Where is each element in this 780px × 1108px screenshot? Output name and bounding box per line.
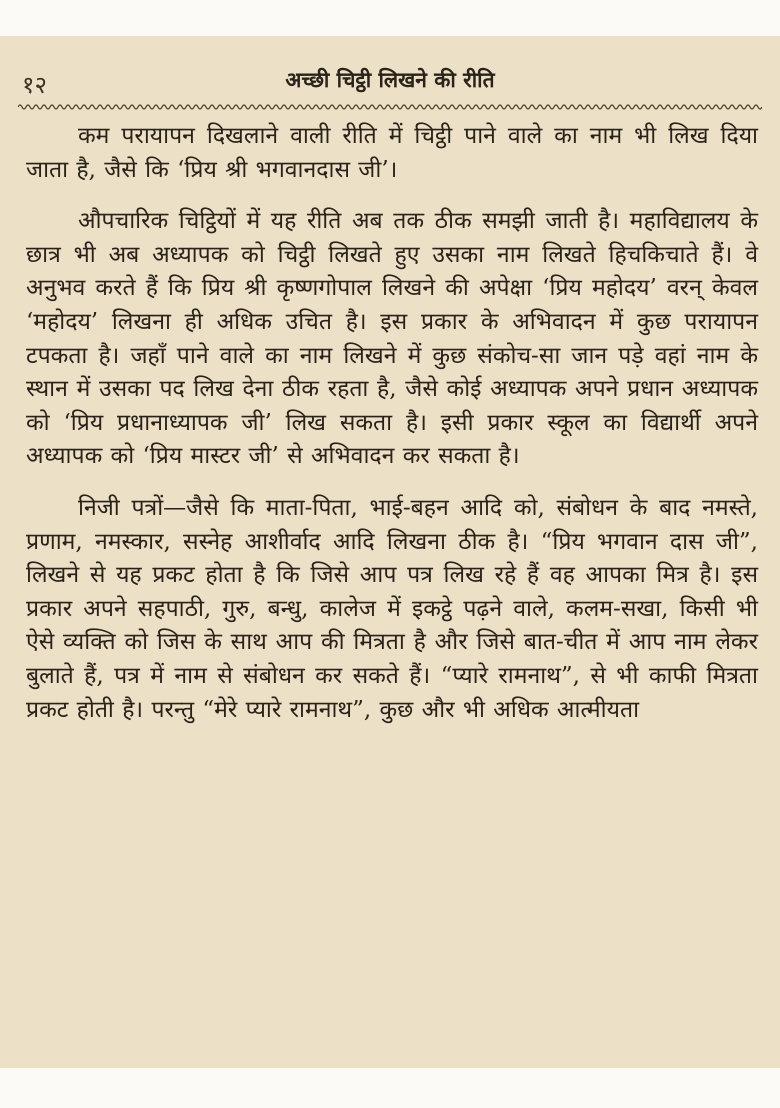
body-text [26,120,758,745]
running-title: अच्छी चिट्ठी लिखने की रीति [285,67,495,92]
book-page [0,36,780,1068]
page-header [20,66,760,106]
paragraph-2: औपचारिक चिट्ठियों में यह रीति अब तक ठीक समझी जाती है। महाविद्यालय के छात्र भी अब अध्यापक को चिट्ठी लिखते हुए उसका नाम लिखते हिचकिचाते हैं। वे अनुभव करते हैं कि प्रिय श्री कृष्णगोपाल लिखने की अपेक्षा ‘प्रिय महोदय’ वरन् केवल ‘महोदय’ लिखना ही अधिक उचित है। इस प्रकार के अभिवादन में कुछ परायापन टपकता है। जहाँ पाने वाले का नाम लिखने में कुछ संकोच-सा जान पड़े वहां नाम के स्थान में उसका पद लिख देना ठीक रहता है, जैसे कोई अध्यापक अपने प्रधान अध्यापक को ‘प्रिय प्रधानाध्यापक जी’ लिख सकता है। इसी प्रकार स्कूल का विद्यार्थी अपने अध्यापक को ‘प्रिय मास्टर जी’ से अभिवादन कर सकता है। [26,208,758,470]
wavy-divider [18,102,762,112]
paragraph-3: निजी पत्रों—जैसे कि माता-पिता, भाई-बहन आदि को, संबोधन के बाद नमस्ते, प्रणाम, नमस्कार, सस्नेह आशीर्वाद आदि लिखना ठीक है। “प्रिय भगवान दास जी”, लिखने से यह प्रकट होता है कि जिसे आप पत्र लिख रहे हैं वह आपका मित्र है। इस प्रकार अपने सहपाठी, गुरु, बन्धु, कालेज में इकट्ठे पढ़ने वाले, कलम-सखा, किसी भी ऐसे व्यक्ति को जिस के साथ आप की मित्रता है और जिसे बात-चीत में आप नाम लेकर बुलाते हैं, पत्र में नाम से संबोधन कर सकते हैं। “प्यारे रामनाथ”, से भी काफी मित्रता प्रकट होती है। परन्तु “मेरे प्यारे रामनाथ”, कुछ और भी अधिक आत्मीयता [26,494,758,723]
paragraph-1: कम परायापन दिखलाने वाली रीति में चिट्ठी पाने वाले का नाम भी लिख दिया जाता है, जैसे कि ‘प्रिय श्री भगवानदास जी’। [26,123,758,183]
page-number: १२ [22,71,47,99]
